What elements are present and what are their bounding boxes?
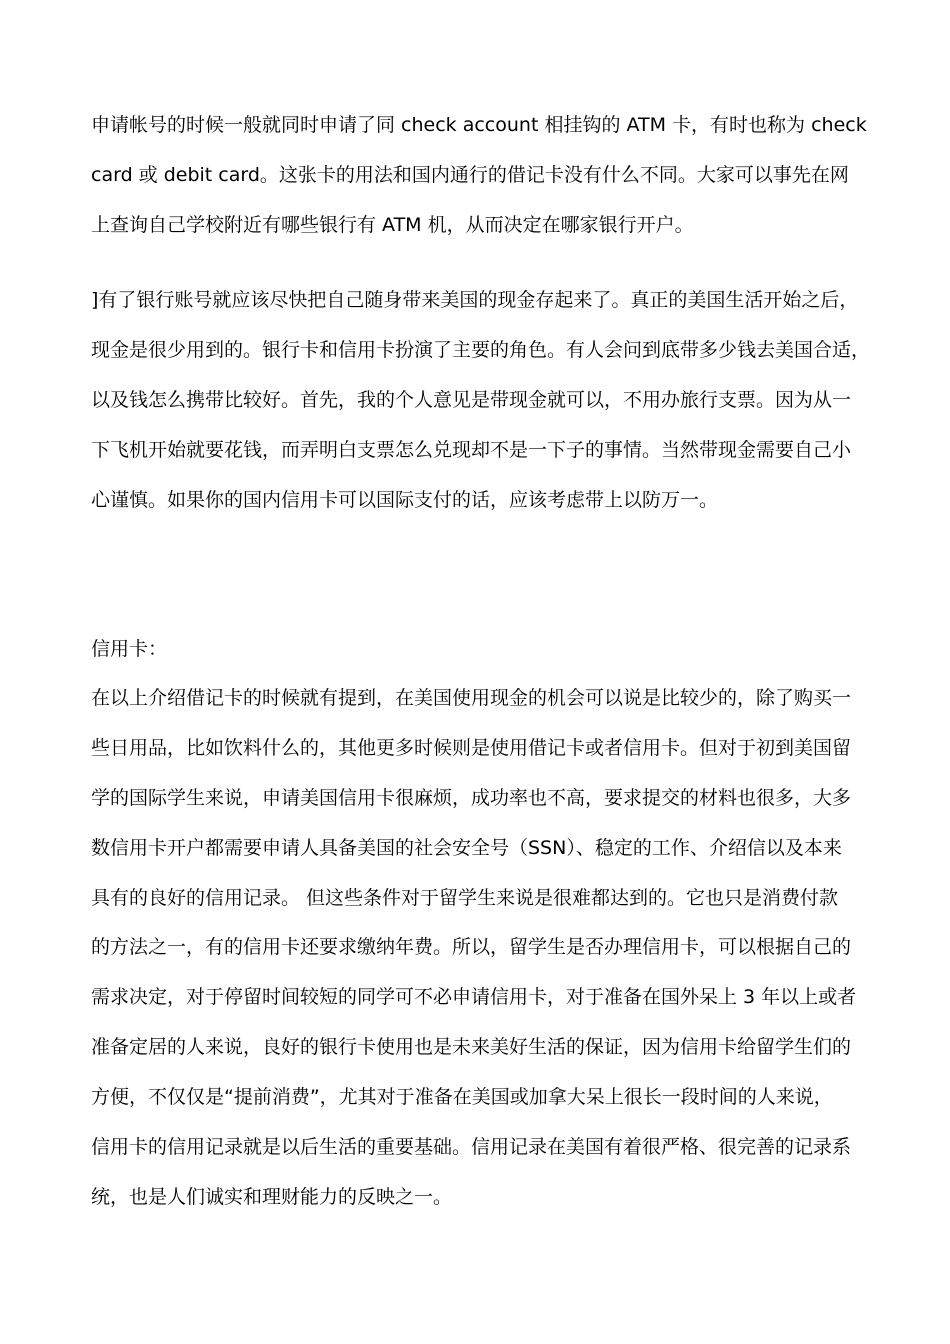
paragraph-3-line: 在以上介绍借记卡的时候就有提到，在美国使用现金的机会可以说是比较少的，除了购买一 (91, 687, 852, 709)
paragraph-3-line: 数信用卡开户都需要申请人具备美国的社会安全号（SSN）、稳定的工作、介绍信以及本来 (91, 837, 842, 859)
section-heading: 信用卡： (91, 638, 168, 660)
paragraph-2-line: 以及钱怎么携带比较好。首先，我的个人意见是带现金就可以，不用办旅行支票。因为从一 (91, 389, 852, 411)
paragraph-3-line: 具有的良好的信用记录。 但这些条件对于留学生来说是很难都达到的。它也只是消费付款 (91, 887, 839, 909)
paragraph-2-line: ]有了银行账号就应该尽快把自己随身带来美国的现金存起来了。真正的美国生活开始之后， (91, 289, 859, 311)
paragraph-2-line: 心谨慎。如果你的国内信用卡可以国际支付的话，应该考虑带上以防万一。 (91, 489, 719, 511)
paragraph-3-line: 信用卡的信用记录就是以后生活的重要基础。信用记录在美国有着很严格、很完善的记录系 (91, 1136, 852, 1158)
paragraph-3-line: 的方法之一，有的信用卡还要求缴纳年费。所以，留学生是否办理信用卡，可以根据自己的 (91, 936, 852, 958)
paragraph-2-line: 现金是很少用到的。银行卡和信用卡扮演了主要的角色。有人会问到底带多少钱去美国合适， (91, 339, 871, 361)
paragraph-2-line: 下飞机开始就要花钱，而弄明白支票怎么兑现却不是一下子的事情。当然带现金需要自己小 (91, 439, 852, 461)
paragraph-3-line: 准备定居的人来说，良好的银行卡使用也是未来美好生活的保证，因为信用卡给留学生们的 (91, 1036, 852, 1058)
paragraph-3-line: 学的国际学生来说，申请美国信用卡很麻烦，成功率也不高，要求提交的材料也很多，大多 (91, 787, 852, 809)
paragraph-1-line: 上查询自己学校附近有哪些银行有 ATM 机，从而决定在哪家银行开户。 (91, 214, 694, 236)
paragraph-3-line: 些日用品，比如饮料什么的，其他更多时候则是使用借记卡或者信用卡。但对于初到美国留 (91, 737, 852, 759)
paragraph-3-line: 需求决定，对于停留时间较短的同学可不必申请信用卡，对于准备在国外呆上 3 年以上或者 (91, 986, 857, 1008)
paragraph-3-line: 方便，不仅仅是“提前消费”，尤其对于准备在美国或加拿大呆上很长一段时间的人来说， (91, 1086, 833, 1108)
paragraph-1-line: 申请帐号的时候一般就同时申请了同 check account 相挂钩的 ATM 卡，有时也称为 check (91, 114, 867, 136)
paragraph-3-line: 统，也是人们诚实和理财能力的反映之一。 (91, 1186, 453, 1208)
paragraph-1-line: card 或 debit card。这张卡的用法和国内通行的借记卡没有什么不同。大家可以事先在网 (91, 164, 849, 186)
